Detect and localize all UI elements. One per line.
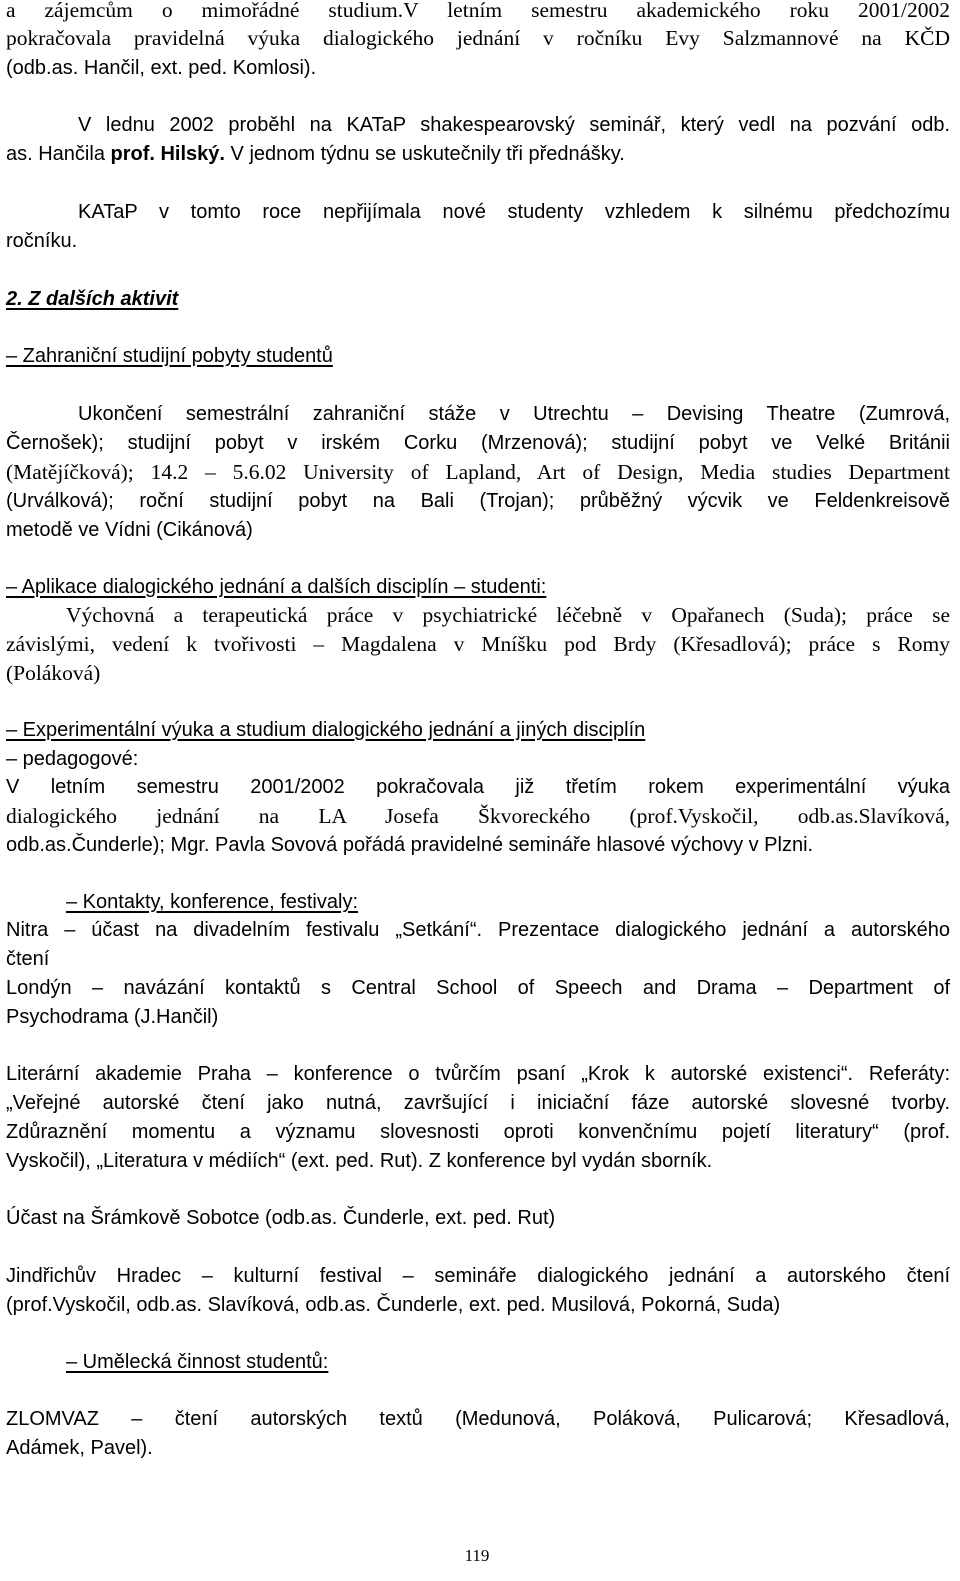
page-number: 119: [464, 1546, 490, 1565]
subsection-heading: [6, 1348, 950, 1377]
paragraph-line: Černošek); studijní pobyt v irském Corku (Mrzenová); studijní pobyt ve Velké Británii: [6, 432, 950, 454]
paragraph-line: Ukončení semestrální zahraniční stáže v Utrechtu – Devising Theatre (Zumrová,: [78, 403, 950, 425]
paragraph-line: (Urválková); roční studijní pobyt na Bali (Trojan); průběžný výcvik ve Feldenkreisově: [6, 490, 950, 512]
paragraph-line: čtení: [6, 948, 50, 970]
paragraph-line: dialogického jednání na LA Josefa Škvoreckého (prof.Vyskočil, odb.as.Slavíková,: [6, 804, 950, 828]
paragraph-line: Literární akademie Praha – konference o tvůrčím psaní „Krok k autorské existenci“. Referáty:: [6, 1063, 950, 1085]
paragraph-line: pokračovala pravidelná výuka dialogického jednání v ročníku Evy Salzmannové na KČD: [6, 26, 950, 50]
bold-text: prof. Hilský.: [110, 143, 225, 165]
subsection-heading: [6, 888, 950, 917]
paragraph-line: odb.as.Čunderle); Mgr. Pavla Sovová pořádá pravidelné semináře hlasové výchovy v Plzni.: [6, 834, 814, 856]
paragraph-line: Adámek, Pavel).: [6, 1437, 153, 1459]
paragraph-line: (Poláková): [6, 661, 101, 685]
heading-text: – Kontakty, konference, festivaly:: [66, 891, 359, 913]
paragraph-line: (prof.Vyskočil, odb.as. Slavíková, odb.as. Čunderle, ext. ped. Musilová, Pokorná, Suda): [6, 1294, 781, 1316]
paragraph-line: ZLOMVAZ – čtení autorských textů (Medunová, Poláková, Pulicarová; Křesadlová,: [6, 1408, 950, 1430]
heading-text: 2. Z dalších aktivit: [6, 288, 179, 310]
paragraph-line: V lednu 2002 proběhl na KATaP shakespearovský seminář, který vedl na pozvání odb.: [78, 114, 950, 136]
paragraph-line: KATaP v tomto roce nepřijímala nové studenty vzhledem k silnému předchozímu: [78, 201, 950, 223]
paragraph-line: Zdůraznění momentu a významu slovesnosti oproti konvenčnímu pojetí literatury“ (prof.: [6, 1121, 950, 1143]
paragraph-line: Nitra – účast na divadelním festivalu „Setkání“. Prezentace dialogického jednání a autorského: [6, 919, 950, 941]
subsection-heading: [6, 573, 950, 602]
subsection-heading: [6, 342, 950, 371]
paragraph-line: (Matějíčková); 14.2 – 5.6.02 University of Lapland, Art of Design, Media studies Department: [6, 460, 950, 484]
heading-text: – Experimentální výuka a studium dialogického jednání a jiných disciplín: [6, 719, 646, 741]
paragraph-line: Londýn – navázání kontaktů s Central School of Speech and Drama – Department of: [6, 977, 950, 999]
heading-text: – Zahraniční studijní pobyty studentů: [6, 345, 333, 367]
text: (odb.as. Hančil, ext. ped. Komlosi).: [6, 57, 317, 79]
text: V jednom týdnu se uskutečnily tři přednášky.: [224, 143, 625, 165]
subsection-heading: [6, 716, 950, 745]
paragraph-line: ročníku.: [6, 230, 78, 252]
paragraph-line: Výchovná a terapeutická práce v psychiatrické léčebně v Opařanech (Suda); práce se: [66, 603, 950, 627]
subsection-heading: – pedagogové:: [6, 748, 139, 770]
paragraph-line: Vyskočil), „Literatura v médiích“ (ext. ped. Rut). Z konference byl vydán sborník.: [6, 1150, 713, 1172]
paragraph-line: Účast na Šrámkově Sobotce (odb.as. Čunderle, ext. ped. Rut): [6, 1207, 556, 1229]
section-heading: [6, 285, 950, 314]
paragraph-line: [6, 140, 950, 169]
paragraph-line: závislými, vedení k tvořivosti – Magdalena v Mníšku pod Brdy (Křesadlová); práce s Romy: [6, 632, 950, 656]
text: as. Hančila: [6, 143, 111, 165]
paragraph-line: Jindřichův Hradec – kulturní festival – semináře dialogického jednání a autorského čtení: [6, 1265, 950, 1287]
paragraph-line: „Veřejné autorské čtení jako nutná, završující i iniciační fáze autorské slovesné tvorby.: [6, 1092, 950, 1114]
paragraph-line: metodě ve Vídni (Cikánová): [6, 519, 253, 541]
paragraph-line: Psychodrama (J.Hančil): [6, 1006, 219, 1028]
heading-text: – Aplikace dialogického jednání a dalších disciplín – studenti:: [6, 576, 547, 598]
paragraph-line: [6, 53, 950, 83]
paragraph-line: a zájemcům o mimořádné studium.V letním semestru akademického roku 2001/2002: [6, 0, 950, 22]
paragraph-line: V letním semestru 2001/2002 pokračovala již třetím rokem experimentální výuka: [6, 776, 950, 798]
heading-text: – Umělecká činnost studentů:: [66, 1351, 329, 1373]
